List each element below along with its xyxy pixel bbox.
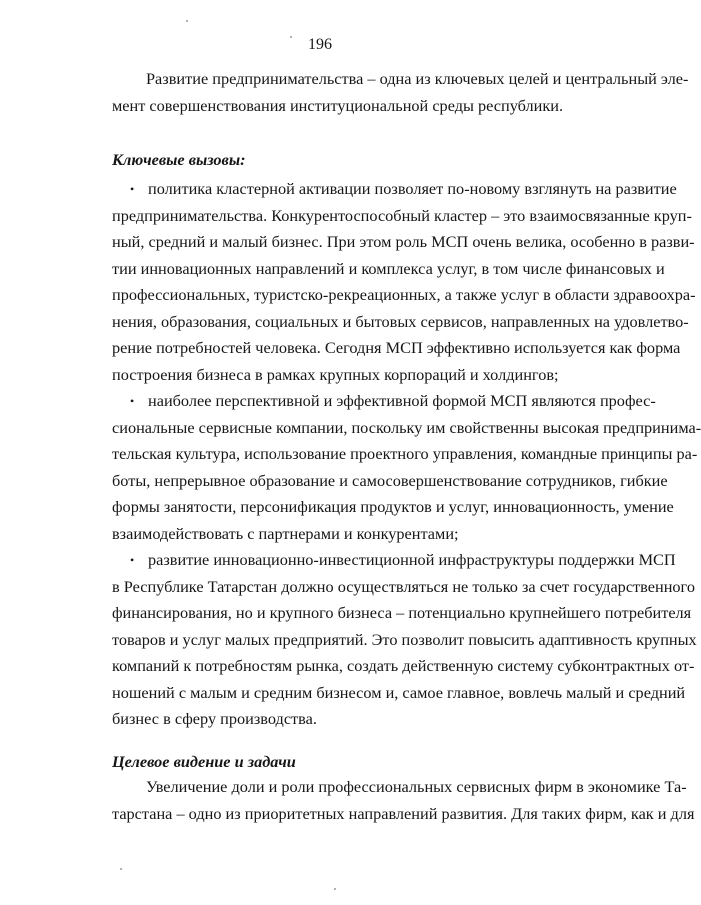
bullet-icon: • <box>130 394 135 408</box>
paragraph-line: формы занятости, персонификация продуктов и услуг, инновационность, умение <box>112 497 674 516</box>
paragraph-line: предпринимательства. Конкурентоспособный кластер – это взаимосвязанные круп- <box>112 205 692 225</box>
paragraph-line: боты, непрерывное образование и самосовершенствование сотрудников, гибкие <box>112 470 668 490</box>
paragraph-line: тарстана – одно из приоритетных направлений развития. Для таких фирм, как и для <box>112 803 695 823</box>
paragraph-line: мент совершенствования институциональной среды республики. <box>112 95 564 115</box>
scan-speck <box>290 36 292 38</box>
paragraph-line: развитие инновационно-инвестиционной инфраструктуры поддержки МСП <box>148 550 676 569</box>
paragraph-line: наиболее перспективной и эффективной формой МСП являются профес- <box>148 391 656 410</box>
paragraph-line: Увеличение доли и роли профессиональных сервисных фирм в экономике Та- <box>146 777 687 796</box>
intro-paragraph <box>112 66 689 119</box>
section-heading-challenges: Ключевые вызовы: <box>112 150 246 169</box>
paragraph-line: построения бизнеса в рамках крупных корпораций и холдингов; <box>112 364 559 384</box>
page-number: 196 <box>308 36 332 53</box>
scan-speck <box>334 888 336 890</box>
bullet-first-line <box>112 547 676 574</box>
vision-paragraph <box>112 774 695 827</box>
scan-speck <box>186 20 188 22</box>
paragraph-line: Развитие предпринимательства – одна из ключевых целей и центральный эле- <box>146 69 689 88</box>
bullet-paragraph-1 <box>112 176 696 388</box>
paragraph-line: нения, образования, социальных и бытовых сервисов, направленных на удовлетво- <box>112 311 689 331</box>
paragraph-line: политика кластерной активации позволяет по-новому взглянуть на развитие <box>148 179 677 198</box>
scan-speck <box>120 868 122 870</box>
bullet-icon: • <box>130 182 135 196</box>
bullet-paragraph-3 <box>112 547 697 733</box>
paragraph-line: товаров и услуг малых предприятий. Это позволит повысить адаптивность крупных <box>112 629 697 649</box>
paragraph-line: тельская культура, использование проектного управления, командные принципы ра- <box>112 444 698 463</box>
paragraph-line: компаний к потребностям рынка, создать действенную систему субконтрактных от- <box>112 656 695 675</box>
paragraph-line: ный, средний и малый бизнес. При этом роль МСП очень велика, особенно в разви- <box>112 232 695 251</box>
paragraph-line: финансирования, но и крупного бизнеса – потенциально крупнейшего потребителя <box>112 603 692 622</box>
paragraph-line: тии инновационных направлений и комплекса услуг, в том числе финансовых и <box>112 258 665 278</box>
paragraph-line: бизнес в сферу производства. <box>112 709 317 728</box>
paragraph-line: взаимодействовать с партнерами и конкурентами; <box>112 523 459 543</box>
paragraph-line: ношений с малым и средним бизнесом и, самое главное, вовлечь малый и средний <box>112 682 686 702</box>
paragraph-line: в Республике Татарстан должно осуществляться не только за счет государственного <box>112 576 695 596</box>
bullet-paragraph-2 <box>112 388 701 547</box>
paragraph-line: сиональные сервисные компании, поскольку им свойственны высокая предпринима- <box>112 417 701 437</box>
bullet-icon: • <box>130 553 135 567</box>
paragraph-line: профессиональных, туристско-рекреационных, а также услуг в области здравоохра- <box>112 285 696 304</box>
section-heading-vision: Целевое видение и задачи <box>112 752 296 771</box>
bullet-first-line <box>112 176 677 203</box>
bullet-first-line <box>112 388 656 415</box>
paragraph-line: рение потребностей человека. Сегодня МСП эффективно используется как форма <box>112 338 681 357</box>
